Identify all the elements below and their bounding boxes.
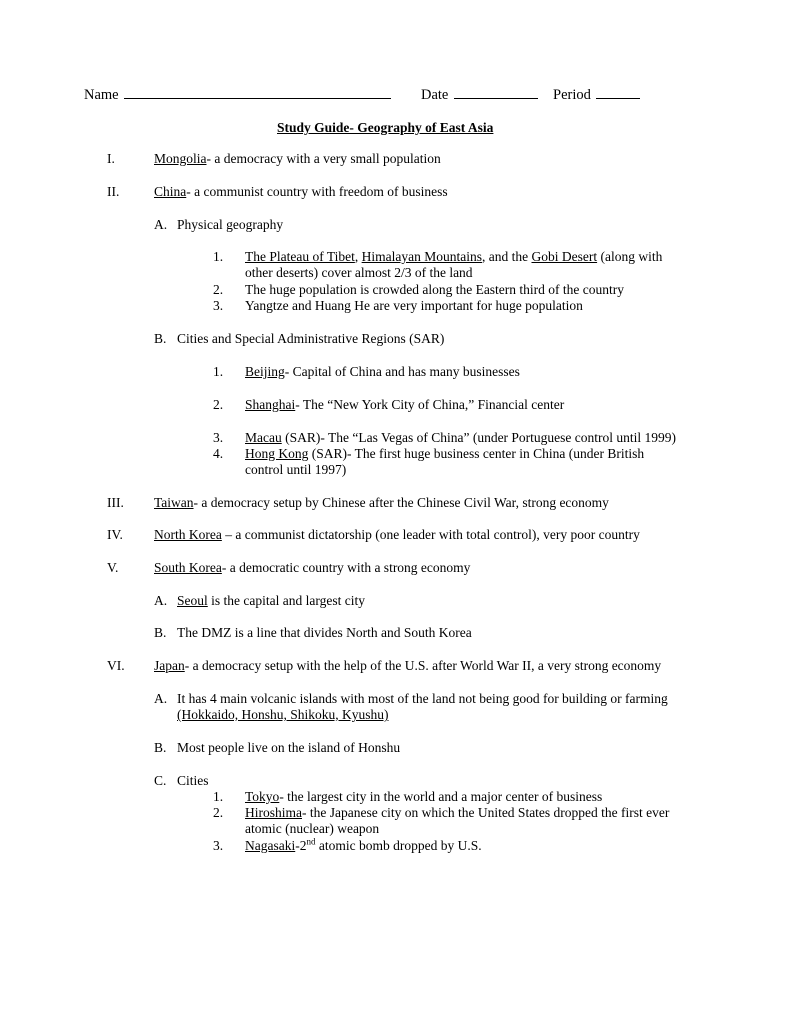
numeral-5: V. [107,560,119,575]
phys-1-num: 1. [213,249,224,264]
china-text: - a communist country with freedom of business [186,184,448,199]
seoul-term: Seoul [177,593,208,608]
tibet-term: The Plateau of Tibet [245,249,355,264]
north-korea-text: – a communist dictatorship (one leader with total control), very poor country [221,527,640,542]
ordinal-suffix: nd [306,836,316,847]
numeral-6: VI. [107,658,125,673]
taiwan-term: Taiwan [154,495,194,510]
sk-b-text: The DMZ is a line that divides North and South Korea [177,625,472,640]
sk-b-letter: B. [154,625,167,640]
china-b-heading: Cities and Special Administrative Regions (SAR) [177,331,445,346]
mongolia-term: Mongolia [154,151,207,166]
japan-text: - a democracy setup with the help of the U.S. after World War II, a very strong economy [184,658,662,673]
hongkong-term: Hong Kong [245,446,309,461]
hongkong-line [245,446,644,462]
separator: , [354,249,362,264]
shanghai-term: Shanghai [245,397,296,412]
tokyo-term: Tokyo [245,789,280,804]
nagasaki-text: atomic bomb dropped by U.S. [315,838,482,853]
north-korea-line [154,527,640,543]
city-3-num: 3. [213,430,224,445]
china-term: China [154,184,187,199]
date-blank[interactable] [454,85,538,99]
beijing-text: - Capital of China and has many businesses [284,364,520,379]
hiroshima-line2: atomic (nuclear) weapon [245,821,380,836]
jp-b-letter: B. [154,740,167,755]
numeral-3: III. [107,495,124,510]
numeral-2: II. [107,184,120,199]
page-title: Study Guide- Geography of East Asia [277,120,494,135]
name-blank[interactable] [124,85,391,99]
jp-city-2-num: 2. [213,805,224,820]
jp-city-1-num: 1. [213,789,224,804]
china-a-heading: Physical geography [177,217,284,232]
nagasaki-prefix: -2 [295,838,307,853]
sk-a-line [177,593,365,609]
macau-line [245,430,676,446]
jp-c-letter: C. [154,773,167,788]
north-korea-term: North Korea [154,527,222,542]
china-line [154,184,448,200]
china-a-letter: A. [154,217,168,232]
hiroshima-term: Hiroshima [245,805,302,820]
phys-1-text: (along with [597,249,663,264]
sk-a-letter: A. [154,593,168,608]
taiwan-line [154,495,609,511]
hongkong-text: (SAR)- The first huge business center in China (under British [308,446,645,461]
jp-a-text: It has 4 main volcanic islands with most of the land not being good for building or farming [177,691,668,706]
mongolia-text: - a democracy with a very small population [206,151,441,166]
tokyo-line [245,789,602,805]
south-korea-term: South Korea [154,560,222,575]
period-row [553,85,640,103]
date-row [421,85,538,103]
japan-term: Japan [154,658,185,673]
city-2-num: 2. [213,397,224,412]
phys-2-num: 2. [213,282,224,297]
header-row [84,85,391,103]
city-1-num: 1. [213,364,224,379]
hongkong-line2: control until 1997) [245,462,347,477]
mongolia-line [154,151,441,167]
gobi-term: Gobi Desert [531,249,598,264]
phys-1-line [245,249,662,265]
nagasaki-line [245,838,482,854]
period-blank[interactable] [596,85,640,99]
jp-islands-list: (Hokkaido, Honshu, Shikoku, Kyushu) [177,707,389,722]
beijing-term: Beijing [245,364,285,379]
seoul-text: is the capital and largest city [207,593,365,608]
phys-1-line2: other deserts) cover almost 2/3 of the land [245,265,473,280]
phys-3-text: Yangtze and Huang He are very important for huge population [245,298,583,313]
south-korea-line [154,560,470,576]
date-label: Date [421,87,449,103]
phys-3-num: 3. [213,298,224,313]
macau-text: (SAR)- The “Las Vegas of China” (under Portuguese control until 1999) [281,430,677,445]
jp-city-3-num: 3. [213,838,224,853]
phys-2-text: The huge population is crowded along the Eastern third of the country [245,282,625,297]
himalaya-term: Himalayan Mountains [361,249,482,264]
macau-term: Macau [245,430,282,445]
jp-b-text: Most people live on the island of Honshu [177,740,401,755]
china-b-letter: B. [154,331,167,346]
jp-c-heading: Cities [177,773,209,788]
city-4-num: 4. [213,446,224,461]
beijing-line [245,364,520,380]
numeral-4: IV. [107,527,123,542]
separator: , and the [481,249,532,264]
tokyo-text: - the largest city in the world and a major center of business [279,789,603,804]
name-label: Name [84,87,119,103]
japan-line [154,658,661,674]
jp-a-letter: A. [154,691,168,706]
hiroshima-line [245,805,669,821]
taiwan-text: - a democracy setup by Chinese after the Chinese Civil War, strong economy [193,495,609,510]
shanghai-line [245,397,564,413]
nagasaki-term: Nagasaki [245,838,296,853]
numeral-1: I. [107,151,115,166]
shanghai-text: - The “New York City of China,” Financial center [295,397,565,412]
period-label: Period [553,87,591,103]
south-korea-text: - a democratic country with a strong economy [221,560,471,575]
hiroshima-text: - the Japanese city on which the United States dropped the first ever [302,805,670,820]
